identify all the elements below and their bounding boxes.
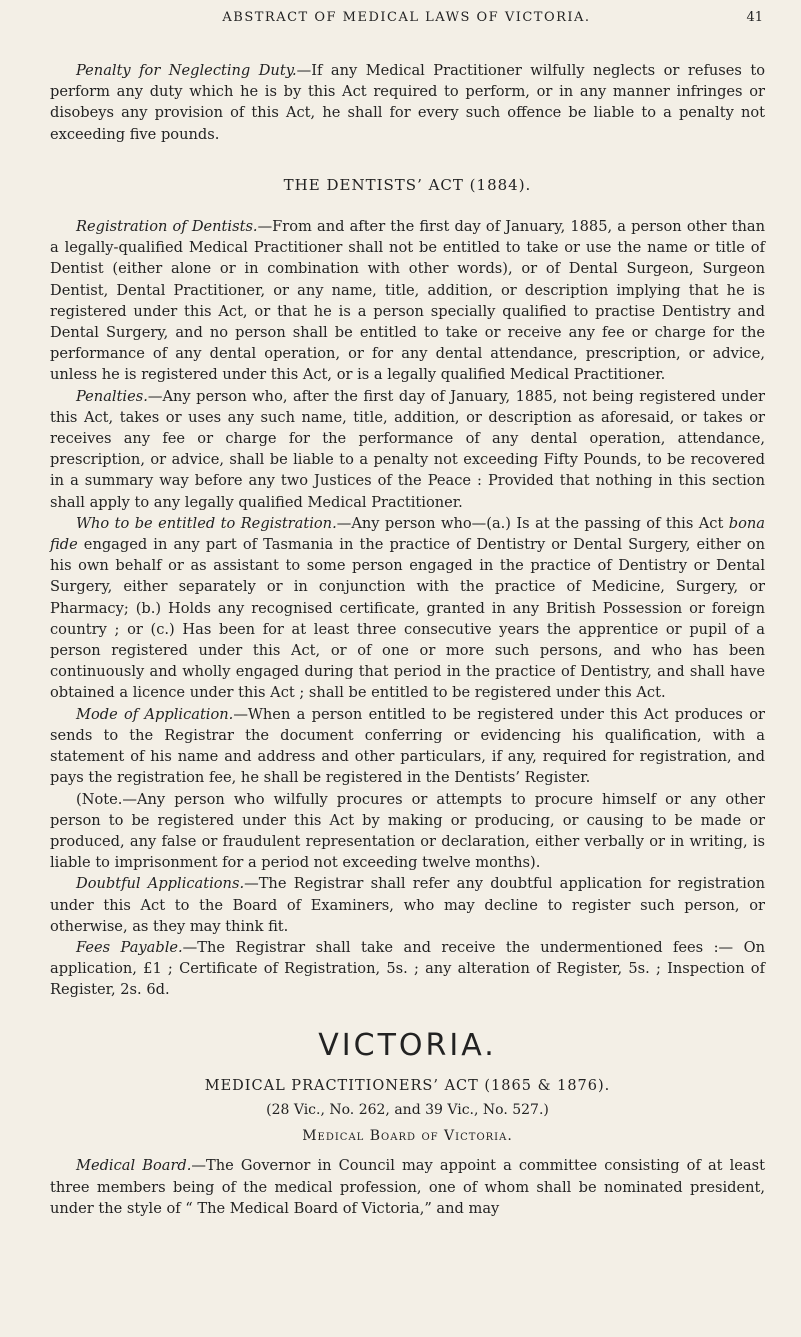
side-heading: Fees Payable. <box>76 938 183 956</box>
running-head <box>50 10 763 34</box>
paragraph-who-entitled <box>50 513 765 704</box>
dentists-act-title: THE DENTISTS’ ACT (1884). <box>283 175 532 194</box>
paragraph-penalty-neglect <box>50 60 765 145</box>
side-heading: Mode of Application. <box>76 705 234 723</box>
side-heading: Registration of Dentists. <box>76 218 258 236</box>
document-body <box>50 60 765 1219</box>
medical-act-reference: (28 Vic., No. 262, and 39 Vic., No. 527.) <box>266 1101 549 1118</box>
paragraph-text: —From and after the first day of January, 1885, a person other than a legally-qualified Medical Practitioner shall not be entitled to take or use the name or title of Dentist (either alone or in combination with other words), or of Dental Surgeon, Surgeon Dentist, Dental Practitioner, or any name, title, addition, or description implying that he is registered under this Act, or that he is a person specially qualified to practise Dentistry and Dental Surgery, and no person shall be entitled to take or receive any fee or charge for the performance of any dental operation, or for any dental attendance, prescription, or advice, unless he is registered under this Act, or is a legally qualified Medical Practitioner. <box>50 218 765 384</box>
running-head-title: ABSTRACT OF MEDICAL LAWS OF VICTORIA. <box>222 10 591 25</box>
paragraph-doubtful <box>50 873 765 937</box>
paragraph-text: —Any person who—(a.) Is at the passing of this Act <box>336 514 729 532</box>
side-heading: Medical Board. <box>76 1157 192 1175</box>
paragraph-medical-board <box>50 1155 765 1219</box>
victoria-heading: VICTORIA. <box>318 1027 497 1063</box>
side-heading: Doubtful Applications. <box>76 875 245 893</box>
paragraph-text: —When a person entitled to be registered under this Act produces or sends to the Registrar the document conferring or evidencing his qualification, with a statement of his name and address and other particulars, if any, required for registration, and pays the registration fee, he shall be registered in the Dentists’ Register. <box>50 705 765 787</box>
medical-board-heading: Medical Board of Victoria. <box>302 1128 513 1145</box>
paragraph-text: —Any person who, after the first day of January, 1885, not being registered under this Act, takes or uses any such name, title, addition, or description as aforesaid, or takes or receives any fee or charge for the performance of any dental operation, attendance, prescription, or advice, shall be liable to a penalty not exceeding Fifty Pounds, to be recovered in a summary way before any two Justices of the Peace : Provided that nothing in this section shall apply to any legally qualified Medical Practitioner. <box>50 387 765 511</box>
italic-phrase: bona fide <box>50 514 765 554</box>
page-number: 41 <box>746 10 763 25</box>
side-heading: Penalties. <box>76 387 148 405</box>
paragraph-text: —The Governor in Council may appoint a committee consisting of at least three members being of the medical profession, one of whom shall be nominated president, under the style of “ The Medical Board of Victoria,” and may <box>50 1157 765 1217</box>
paragraph-registration <box>50 216 765 386</box>
side-heading: Penalty for Neglecting Duty. <box>76 62 297 79</box>
paragraph-note: (Note.—Any person who wilfully procures or attempts to procure himself or any other person to be registered under this Act by making or producing, or causing to be made or produced, any false or fraudulent representation or declaration, either verbally or in writing, is liable to imprisonment for a period not exceeding twelve months). <box>50 790 765 872</box>
paragraph-mode-application <box>50 704 765 789</box>
paragraph-text: —The Registrar shall refer any doubtful application for registration under this Act to the Board of Examiners, who may decline to register such person, or otherwise, as they may think fit. <box>50 875 765 935</box>
paragraph-fees <box>50 937 765 1001</box>
paragraph-text: —If any Medical Practitioner wilfully neglects or refuses to perform any duty which he is by this Act required to perform, or in any manner infringes or disobeys any provision of this Act, he shall for every such offence be liable to a penalty not exceeding five pounds. <box>50 62 766 143</box>
paragraph-text: —The Registrar shall take and receive the undermentioned fees :— On application, £1 ; Certificate of Registration, 5s. ; any alteration of Register, 5s. ; Inspection of Register, 2s. 6d. <box>50 938 765 999</box>
paragraph-penalties <box>50 386 765 513</box>
medical-act-title: MEDICAL PRACTITIONERS’ ACT (1865 & 1876). <box>204 1077 611 1094</box>
side-heading: Who to be entitled to Registration. <box>76 514 337 532</box>
paragraph-text: engaged in any part of Tasmania in the practice of Dentistry or Dental Surgery, either on his own behalf or as assistant to some person engaged in the practice of Dentistry or Dental Surgery, either separately or in conjunction with the practice of Medicine, Surgery, or Pharmacy; (b.) Holds any recognised certificate, granted in any British Possession or foreign country ; or (c.) Has been for at least three consecutive years the apprentice or pupil of a person registered under this Act, or of one or more such persons, and who has been continuously and wholly engaged during that period in the practice of Dentistry, and shall have obtained a licence under this Act ; shall be entitled to be registered under this Act. <box>50 536 765 702</box>
